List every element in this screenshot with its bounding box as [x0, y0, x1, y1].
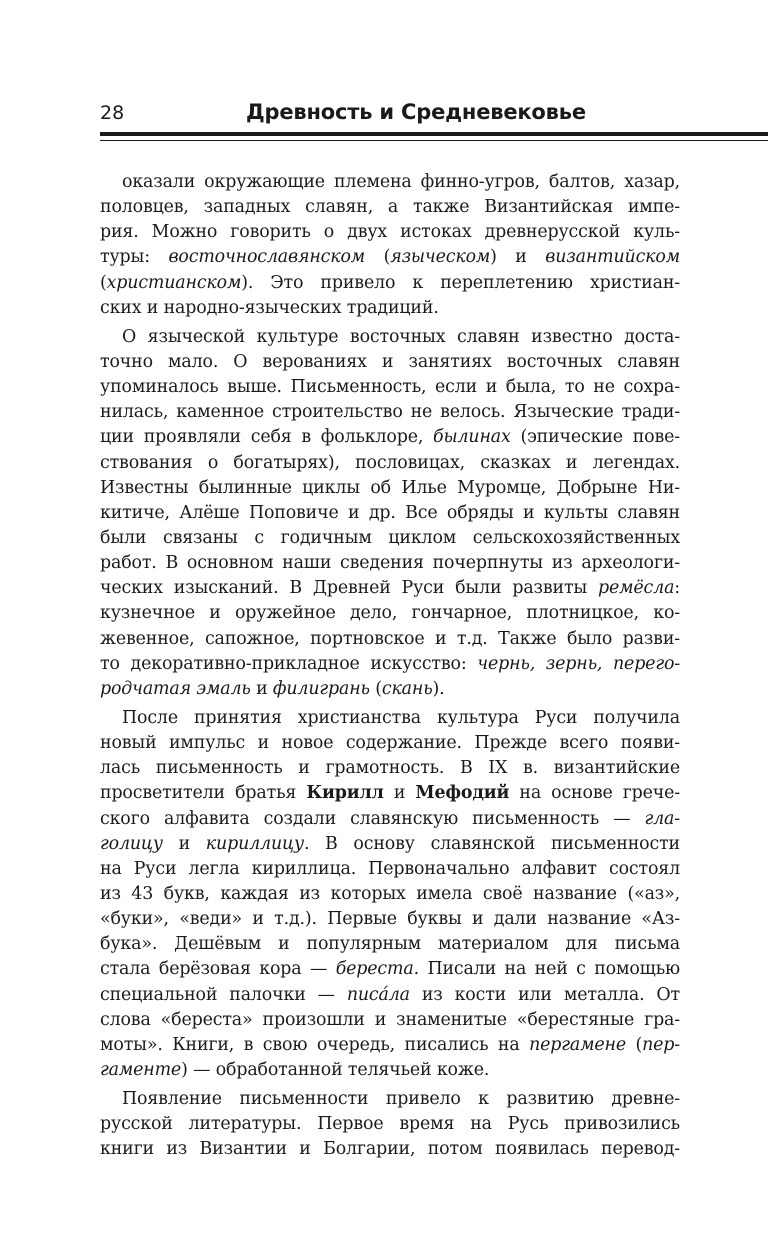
text-line — [100, 1137, 680, 1162]
text-run: на Руси легла кириллица. Первоначально алфавит состоял — [100, 858, 680, 879]
text-run: лась письменность и грамотность. В IX в. византийские — [100, 758, 680, 779]
italic-term: скань — [381, 678, 433, 699]
text-run: . В основу славянской письменности — [303, 833, 680, 854]
text-line — [100, 425, 680, 450]
text-line — [100, 551, 680, 576]
text-run: половцев, западных славян, а также Византийская импе- — [100, 197, 680, 218]
text-run: . Писали на ней с помощью — [413, 959, 680, 980]
text-run: ческих изысканий. В Древней Руси были развиты — [100, 578, 599, 599]
text-line — [100, 1008, 680, 1033]
text-line — [100, 857, 680, 882]
page-number: 28 — [100, 102, 125, 124]
text-run: то декоративно-прикладное искусство: — [100, 653, 478, 674]
text-run: работ. В основном наши сведения почерпнуты из археологи- — [100, 553, 680, 574]
text-run: «буки», «веди» и т.д.). Первые буквы и дали название «Аз- — [100, 909, 680, 930]
text-run: специальной палочки — — [100, 984, 347, 1005]
text-line — [100, 476, 680, 501]
italic-term: голицу — [100, 833, 163, 854]
text-run: жевенное, сапожное, портновское и т.д. Также было разви- — [100, 628, 680, 649]
text-run: туры: — [100, 247, 169, 268]
text-line — [100, 220, 680, 245]
text-run: рия. Можно говорить о двух истоках древнерусской куль- — [100, 222, 680, 243]
text-run: нилась, каменное строительство не велось. Языческие тради- — [100, 402, 680, 423]
text-line — [100, 781, 680, 806]
text-line — [100, 350, 680, 375]
text-run: из 43 букв, каждая из которых имела своё название («аз», — [100, 883, 680, 904]
italic-term: христианском — [106, 272, 242, 293]
text-run: слова «береста» произошли и знаменитые «берестяные гра- — [100, 1009, 680, 1030]
text-run: Появление письменности привело к развитию древне- — [122, 1089, 680, 1110]
text-line — [100, 983, 680, 1008]
text-run: ствования о богатырях), пословицах, сказках и легендах. — [100, 452, 680, 473]
text-run: (эпические пове- — [510, 427, 680, 448]
text-run: китиче, Алёше Поповиче и др. Все обряды и культы славян — [100, 502, 680, 523]
text-line — [100, 400, 680, 425]
text-line — [100, 245, 680, 270]
italic-term: языческом — [390, 247, 491, 268]
body-text — [100, 170, 680, 1162]
text-run: упоминалось выше. Письменность, если и была, то не сохра- — [100, 377, 680, 398]
paragraph — [100, 706, 680, 1083]
text-run: Известны былинные циклы об Илье Муромце, Добрыне Ни- — [100, 477, 680, 498]
text-run: оказали окружающие племена финно-угров, балтов, хазар, — [122, 172, 680, 192]
italic-term: гла- — [644, 808, 680, 829]
text-line — [100, 325, 680, 350]
text-line — [100, 375, 680, 400]
bold-name: Кирилл — [306, 783, 384, 804]
text-line — [100, 1087, 680, 1112]
text-run: и — [250, 678, 273, 699]
text-line — [100, 807, 680, 832]
running-title: Древность и Средневековье — [246, 100, 586, 124]
text-run: ских и народно-языческих традиций. — [100, 297, 439, 318]
italic-term: родчатая эмаль — [100, 678, 251, 699]
text-line — [100, 627, 680, 652]
italic-term: ремёсла — [598, 578, 675, 599]
text-run: ( — [100, 272, 107, 293]
italic-term: пер- — [642, 1034, 680, 1055]
text-line — [100, 957, 680, 982]
header-rule-thin — [100, 140, 768, 141]
italic-term: филигрань — [272, 678, 370, 699]
text-line — [100, 907, 680, 932]
italic-term: восточнославянском — [168, 247, 366, 268]
text-run: ). Это привело к переплетению христиан- — [241, 272, 680, 293]
text-line — [100, 501, 680, 526]
italic-term: гаменте — [100, 1059, 182, 1080]
text-run: ции проявляли себя в фольклоре, — [100, 427, 434, 448]
text-line — [100, 1112, 680, 1137]
italic-term: береста — [335, 959, 414, 980]
text-run: ) — обработанной телячьей коже. — [181, 1059, 490, 1080]
paragraph — [100, 1087, 680, 1162]
italic-term: византийском — [545, 247, 680, 268]
text-run: кузнечное и оружейное дело, гончарное, плотницкое, ко- — [100, 603, 680, 624]
bold-name: Мефодий — [415, 783, 510, 804]
text-line — [100, 756, 680, 781]
text-line — [100, 526, 680, 551]
text-run: ). — [432, 678, 445, 699]
text-run: из кости или металла. От — [409, 984, 680, 1005]
text-line — [100, 882, 680, 907]
italic-term: писáла — [346, 984, 410, 1005]
text-line — [100, 271, 680, 296]
header-rule-thick — [100, 132, 768, 136]
text-run: бука». Дешёвым и популярным материалом для письма — [100, 934, 680, 955]
text-line — [100, 706, 680, 731]
text-run: моты». Книги, в свою очередь, писались на — [100, 1034, 530, 1055]
text-run: О языческой культуре восточных славян известно доста- — [122, 326, 680, 347]
text-run: : — [674, 578, 680, 599]
text-run: новый импульс и новое содержание. Прежде всего появи- — [100, 733, 680, 754]
text-line — [100, 170, 680, 195]
text-run: ского алфавита создали славянскую письменность — — [100, 808, 645, 829]
text-run: После принятия христианства культура Руси получила — [122, 707, 680, 728]
text-run: были связаны с годичным циклом сельскохозяйственных — [100, 527, 680, 548]
italic-term: чернь, зернь, перего- — [477, 653, 680, 674]
text-line — [100, 576, 680, 601]
text-line — [100, 677, 680, 702]
italic-term: пергамене — [529, 1034, 626, 1055]
text-line — [100, 652, 680, 677]
paragraph — [100, 325, 680, 702]
paragraph — [100, 170, 680, 321]
text-run: просветители братья — [100, 783, 307, 804]
italic-term: былинах — [433, 427, 511, 448]
text-run: книги из Византии и Болгарии, потом появилась перевод- — [100, 1139, 680, 1160]
text-run: и — [383, 783, 416, 804]
text-run: на основе грече- — [509, 783, 680, 804]
text-line — [100, 932, 680, 957]
text-run: ( — [625, 1034, 643, 1055]
text-run: ( — [365, 247, 391, 268]
text-run: стала берёзовая кора — — [100, 959, 336, 980]
text-run: и — [162, 833, 206, 854]
text-line — [100, 1033, 680, 1058]
italic-term: кириллицу — [205, 833, 304, 854]
text-run: русской литературы. Первое время на Русь привозились — [100, 1114, 680, 1135]
text-line — [100, 832, 680, 857]
text-line — [100, 296, 680, 321]
text-line — [100, 601, 680, 626]
text-run: ) и — [490, 247, 546, 268]
text-line — [100, 195, 680, 220]
text-run: ( — [369, 678, 382, 699]
page-header — [100, 98, 768, 130]
text-line — [100, 731, 680, 756]
text-line — [100, 451, 680, 476]
text-run: точно мало. О верованиях и занятиях восточных славян — [100, 351, 680, 372]
text-line — [100, 1058, 680, 1083]
